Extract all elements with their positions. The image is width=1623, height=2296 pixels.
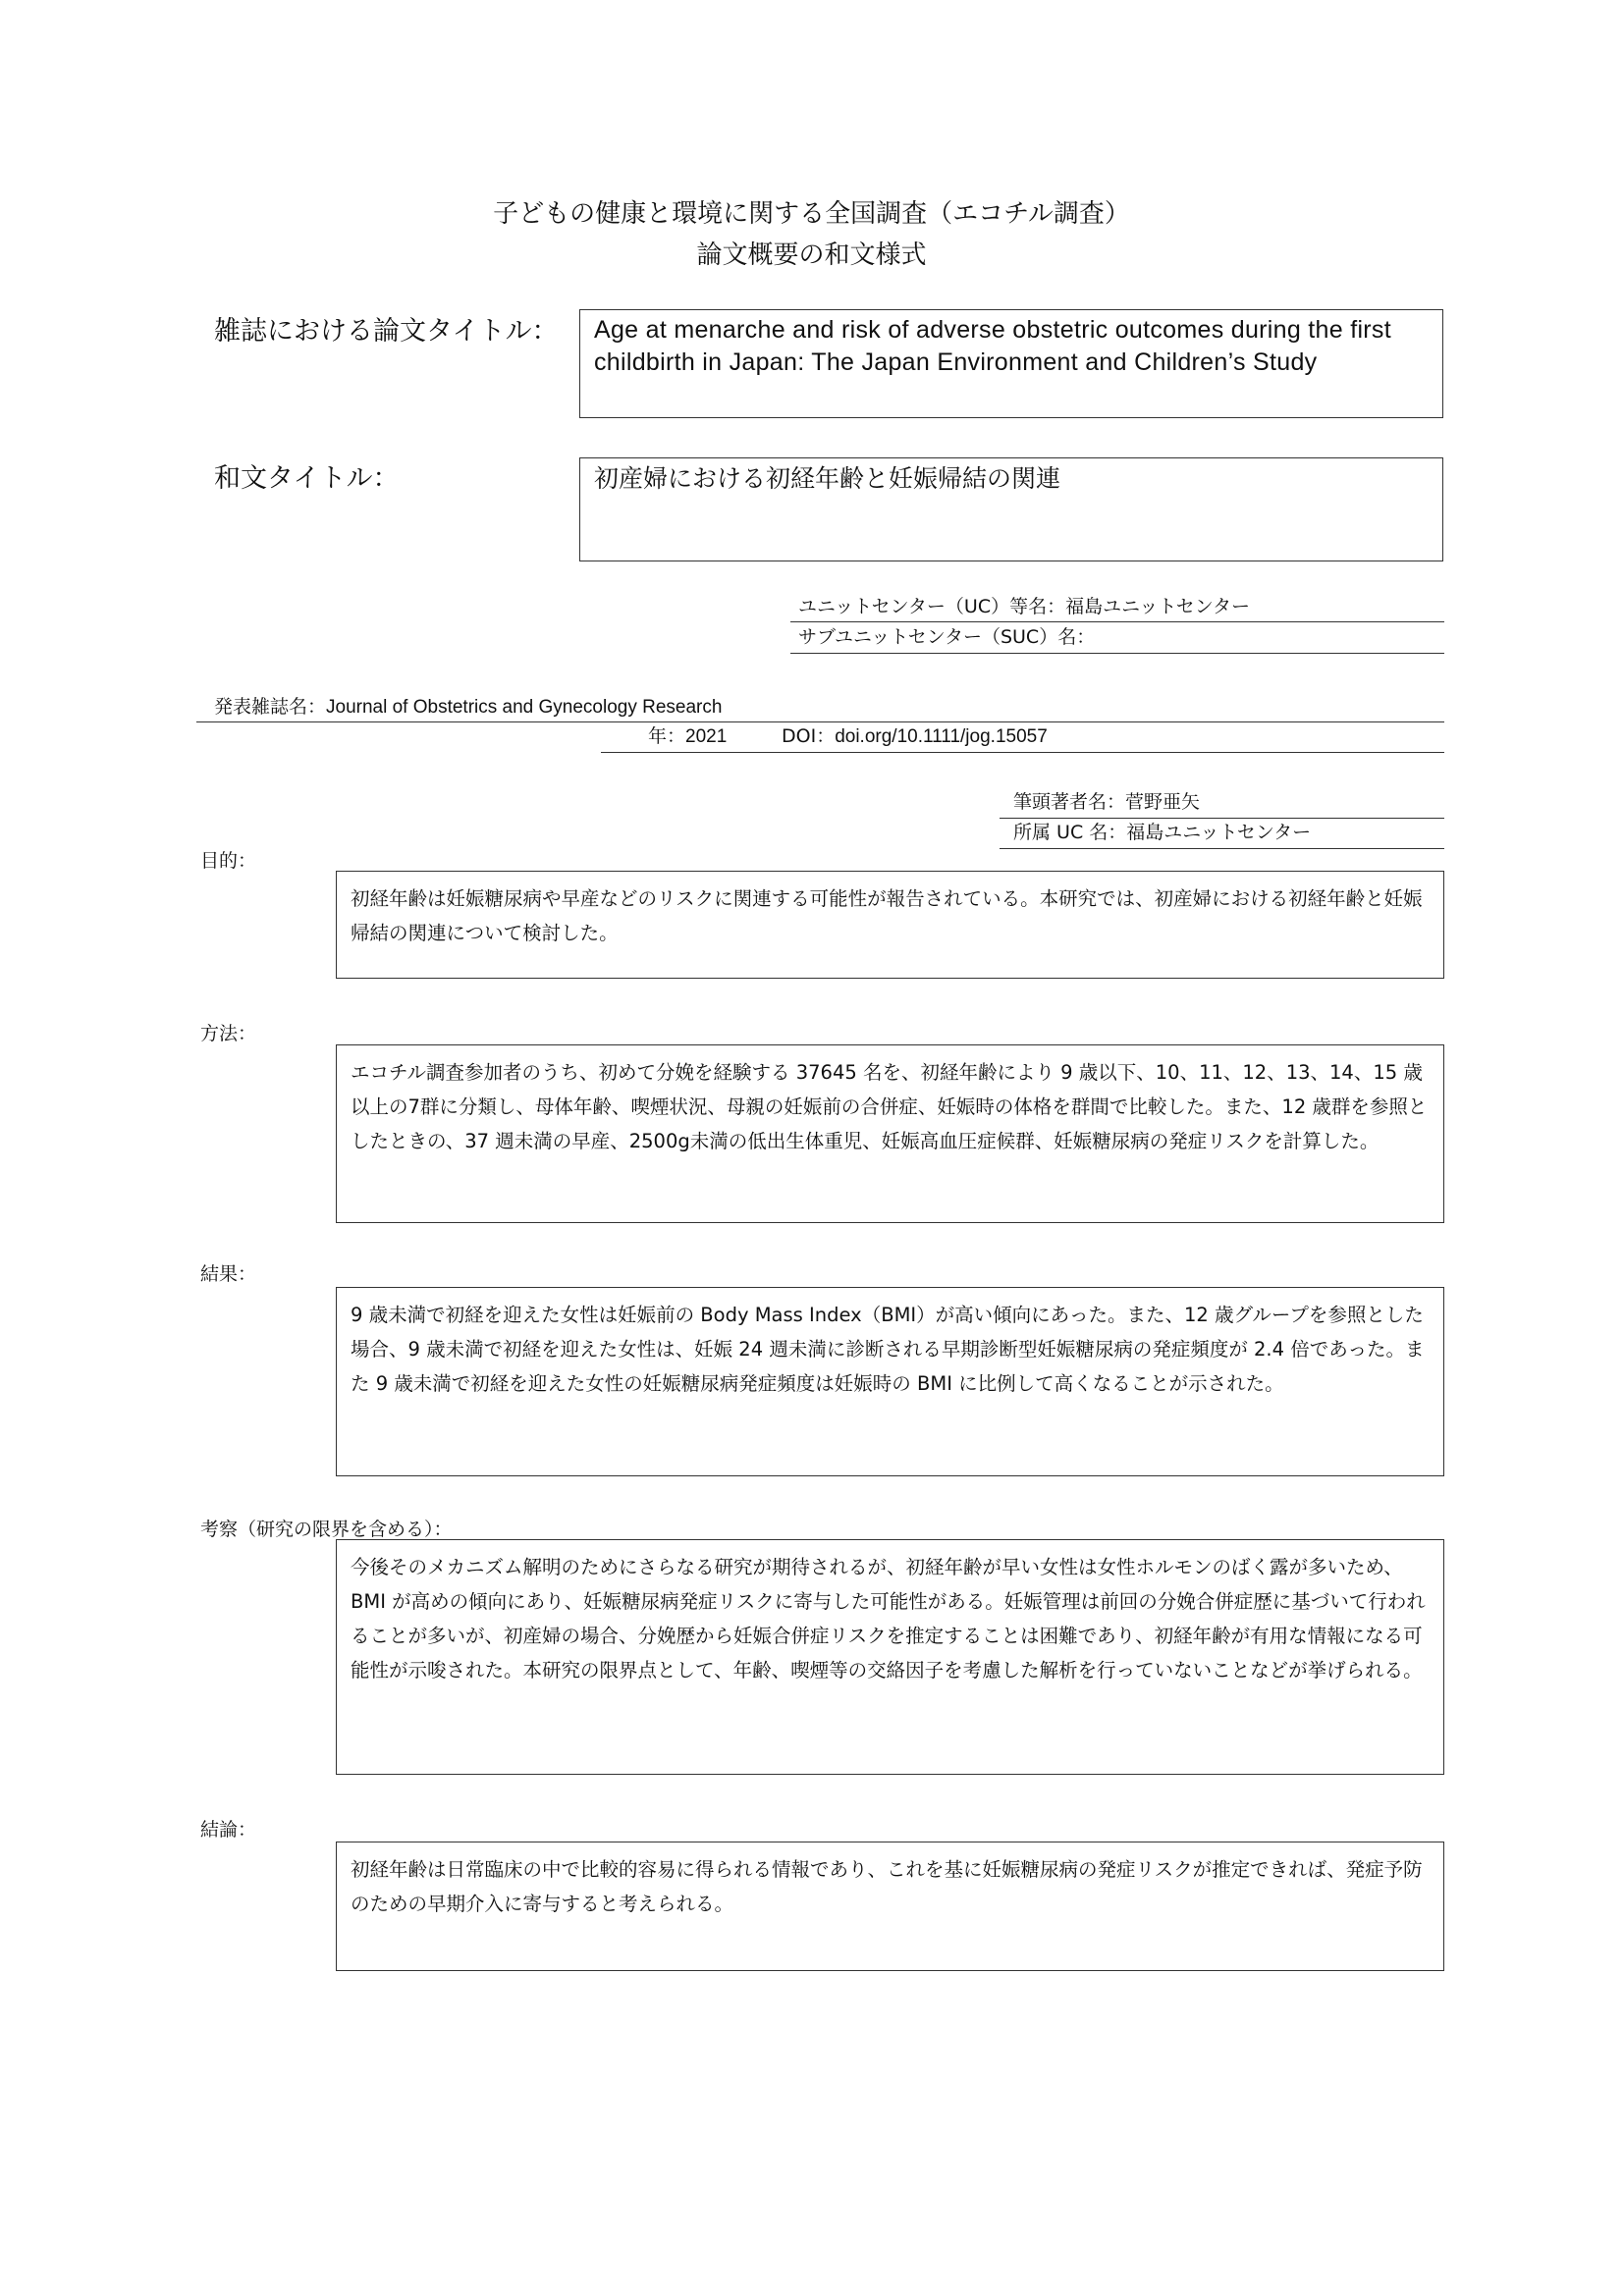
first-author-label: 筆頭著者名： <box>1013 791 1126 813</box>
first-author-value: 菅野亜矢 <box>1125 791 1201 813</box>
journal-title-box: Age at menarche and risk of adverse obstetric outcomes during the first childbirth in Japan: The Japan Environment and Children’s Study <box>579 309 1443 418</box>
purpose-box: 初経年齢は妊娠糖尿病や早産などのリスクに関連する可能性が報告されている。本研究では、初産婦における初経年齢と妊娠帰結の関連について検討した。 <box>336 871 1444 979</box>
year-label: 年： <box>648 725 686 747</box>
discussion-label: 考察（研究の限界を含める）： <box>200 1519 453 1540</box>
doi-label: DOI： <box>782 725 836 747</box>
journal-value: Journal of Obstetrics and Gynecology Research <box>326 697 723 718</box>
uc-value: 福島ユニットセンター <box>1065 596 1251 617</box>
uc-label: ユニットセンター（UC）等名： <box>798 596 1066 617</box>
methods-label: 方法： <box>200 1023 257 1044</box>
first-author-line <box>1000 789 1444 819</box>
japanese-title-label: 和文タイトル： <box>214 463 400 494</box>
uc-line <box>790 594 1444 622</box>
purpose-label: 目的： <box>200 850 257 872</box>
suc-label: サブユニットセンター（SUC）名： <box>798 626 1096 648</box>
results-label: 結果： <box>200 1263 257 1285</box>
conclusion-label: 結論： <box>200 1819 257 1841</box>
journal-title-label: 雑誌における論文タイトル： <box>214 316 559 347</box>
document-subtitle: 論文概要の和文様式 <box>696 240 927 270</box>
affiliation-value: 福島ユニットセンター <box>1126 822 1312 843</box>
japanese-title-box: 初産婦における初経年齢と妊娠帰結の関連 <box>579 457 1443 561</box>
doi-value: doi.org/10.1111/jog.15057 <box>835 726 1048 747</box>
journal-label: 発表雑誌名： <box>214 696 327 718</box>
document-title: 子どもの健康と環境に関する全国調査（エコチル調査） <box>493 199 1130 229</box>
year-field <box>648 723 727 750</box>
conclusion-box: 初経年齢は日常臨床の中で比較的容易に得られる情報であり、これを基に妊娠糖尿病の発症リスクが推定できれば、発症予防のための早期介入に寄与すると考えられる。 <box>336 1842 1444 1971</box>
doi-field <box>782 723 1048 750</box>
journal-line <box>196 694 1444 722</box>
methods-box: エコチル調査参加者のうち、初めて分娩を経験する 37645 名を、初経年齢により 9 歳以下、10、11、12、13、14、15 歳以上の7群に分類し、母体年齢、喫煙状況、母親の妊娠前の合併症、妊娠時の体格を群間で比較した。また、12 歳群を参照としたときの、37 週未満の早産、2500g未満の低出生体重児、妊娠高血圧症候群、妊娠糖尿病の発症リスクを計算した。 <box>336 1044 1444 1223</box>
discussion-box: 今後そのメカニズム解明のためにさらなる研究が期待されるが、初経年齢が早い女性は女性ホルモンのばく露が多いため、BMI が高めの傾向にあり、妊娠糖尿病発症リスクに寄与した可能性がある。妊娠管理は前回の分娩合併症歴に基づいて行われることが多いが、初産婦の場合、分娩歴から妊娠合併症リスクを推定することは困難であり、初経年齢が有用な情報になる可能性が示唆された。本研究の限界点として、年齢、喫煙等の交絡因子を考慮した解析を行っていないことなどが挙げられる。 <box>336 1539 1444 1775</box>
affiliation-label: 所属 UC 名： <box>1013 822 1127 843</box>
affiliation-line <box>1000 820 1444 849</box>
results-box: 9 歳未満で初経を迎えた女性は妊娠前の Body Mass Index（BMI）が高い傾向にあった。また、12 歳グループを参照とした場合、9 歳未満で初経を迎えた女性は、妊娠 24 週未満に診断される早期診断型妊娠糖尿病の発症頻度が 2.4 倍であった。また 9 歳未満で初経を迎えた女性の妊娠糖尿病発症頻度は妊娠時の BMI に比例して高くなることが示された。 <box>336 1287 1444 1476</box>
year-doi-line <box>601 723 1444 753</box>
year-value: 2021 <box>685 726 728 747</box>
suc-line <box>790 624 1444 654</box>
